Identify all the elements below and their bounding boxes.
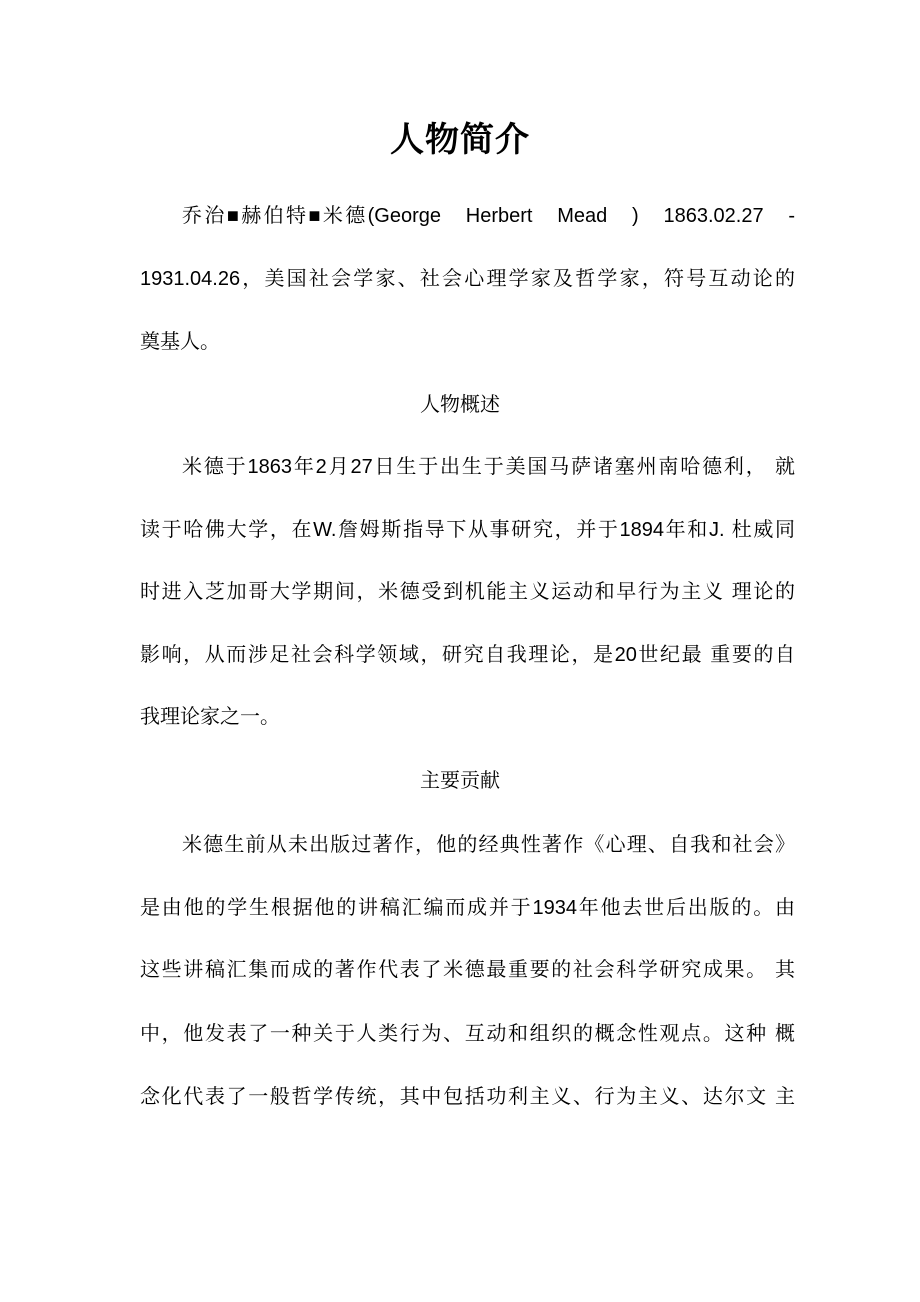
text-line: 乔治■赫伯特■米德(George Herbert Mead ) 1863.02.27 - — [182, 205, 795, 227]
text-line: 米德生前从未出版过著作，他的经典性著作《心理、自我和社会》 — [182, 834, 795, 856]
section-heading-overview: 人物概述 — [420, 394, 500, 416]
text-line: 1931.04.26，美国社会学家、社会心理学家及哲学家，符号互动论的 — [140, 268, 795, 290]
text-line: 读于哈佛大学，在W.詹姆斯指导下从事研究，并于1894年和J. 杜威同 — [140, 519, 795, 541]
page-title: 人物简介 — [390, 121, 530, 159]
text-line: 时进入芝加哥大学期间，米德受到机能主义运动和早行为主义 理论的 — [140, 581, 795, 603]
text-line: 是由他的学生根据他的讲稿汇编而成并于1934年他去世后出版的。由 — [140, 897, 795, 919]
text-line: 影响，从而涉足社会科学领域，研究自我理论，是20世纪最 重要的自 — [140, 644, 795, 666]
text-line: 米德于1863年2月27日生于出生于美国马萨诸塞州南哈德利， 就 — [182, 456, 795, 478]
text-line: 念化代表了一般哲学传统，其中包括功利主义、行为主义、达尔文 主 — [140, 1086, 795, 1108]
text-line: 奠基人。 — [140, 331, 220, 353]
text-line: 这些讲稿汇集而成的著作代表了米德最重要的社会科学研究成果。 其 — [140, 959, 795, 981]
text-line: 我理论家之一。 — [140, 706, 280, 728]
text-line: 中，他发表了一种关于人类行为、互动和组织的概念性观点。这种 概 — [140, 1023, 795, 1045]
section-heading-contributions: 主要贡献 — [420, 770, 500, 792]
